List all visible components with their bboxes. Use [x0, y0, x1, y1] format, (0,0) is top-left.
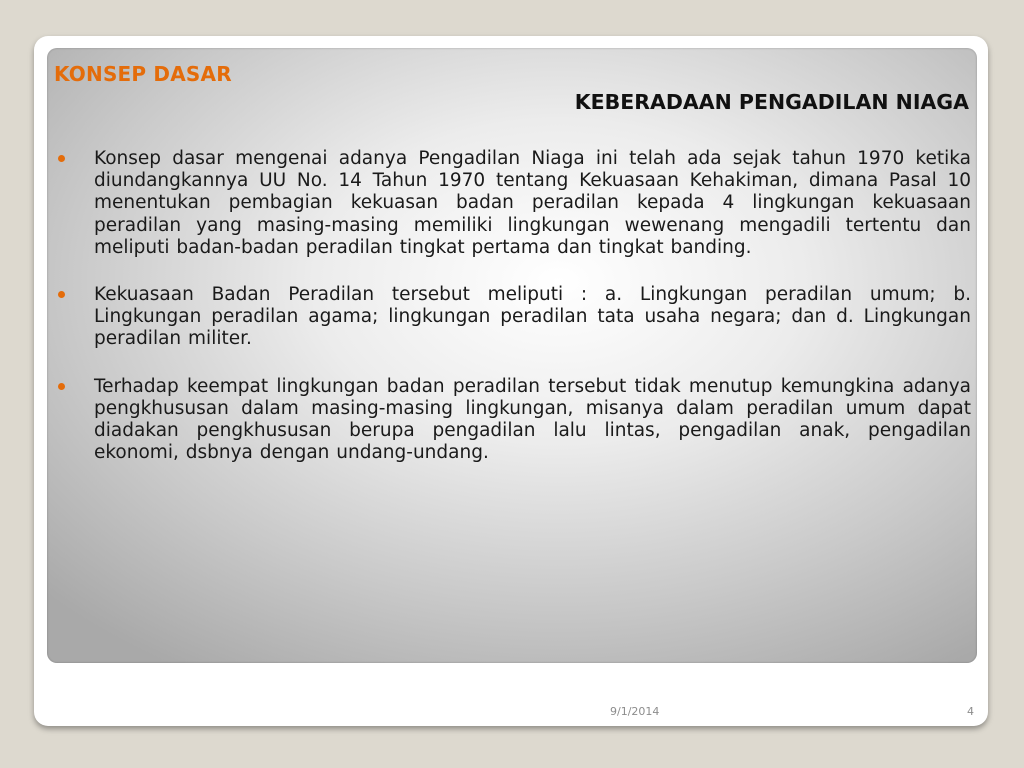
bullet-list — [55, 148, 971, 489]
slide-kicker: KONSEP DASAR — [54, 62, 232, 86]
bullet-text: Kekuasaan Badan Peradilan tersebut meliputi : a. Lingkungan peradilan umum; b. Lingkungan peradilan agama; lingkungan peradilan tata usaha negara; dan d. Lingkungan peradilan militer. — [94, 284, 971, 350]
bullet-text: Terhadap keempat lingkungan badan peradilan tersebut tidak menutup kemungkina adanya pengkhususan dalam masing-masing lingkungan, misanya dalam peradilan umum dapat diadakan pengkhususan berupa pengadilan lalu lintas, pengadilan anak, pengadilan ekonomi, dsbnya dengan undang-undang. — [94, 375, 971, 464]
slide — [34, 36, 988, 726]
bullet-item — [55, 376, 971, 465]
bullet-text: Konsep dasar mengenai adanya Pengadilan Niaga ini telah ada sejak tahun 1970 ketika diundangkannya UU No. 14 Tahun 1970 tentang Kekuasaan Kehakiman, dimana Pasal 10 menentukan pembagian kekuasan badan peradilan kepada 4 lingkungan kekuasaan peradilan yang masing-masing memiliki lingkungan wewenang mengadili tertentu dan meliputi badan-badan peradilan tingkat pertama dan tingkat banding. — [94, 148, 971, 258]
bullet-dot-icon — [58, 155, 65, 162]
page-number: 4 — [967, 705, 974, 718]
bullet-item — [55, 148, 971, 259]
slide-title: KEBERADAAN PENGADILAN NIAGA — [574, 90, 969, 114]
bullet-item — [55, 284, 971, 351]
footer-date: 9/1/2014 — [610, 705, 660, 718]
bullet-dot-icon — [58, 291, 65, 298]
content-panel — [47, 48, 977, 663]
bullet-dot-icon — [58, 383, 65, 390]
